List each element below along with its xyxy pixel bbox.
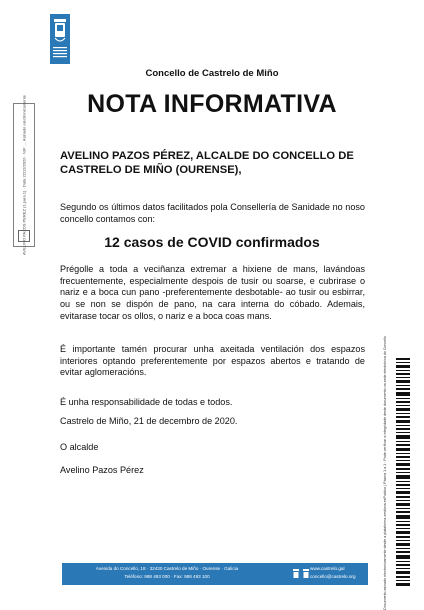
hygiene-paragraph: Prégolle a toda a veciñanza extremar a hixiene de mans, lavándoas frecuentemente, especialmente despois de tusir ou soarse, e cubrirase o nariz e a boca cun pano -preferentemente desbotable- ao tusir ou esbirrar, ou se non se dispón de pano, na cara interna do cóbado. Ademais, evitarase tocar os ollos, o nariz e a boca coas mans. <box>60 264 365 321</box>
footer-emblem-icon <box>292 569 300 579</box>
barcode-icon <box>396 358 410 586</box>
footer-phone: Teléfono: 988 493 000 · Fax: 988 493 100 <box>124 574 210 579</box>
verification-text: Documento asinado electronicamente desde a plataforma xestiona esPublico | Páxina 1 a 1 · Pode verificar a integridade deste documento na sede electrónica do Concello <box>382 336 387 610</box>
ventilation-paragraph: É importante tamén procurar unha axeitada ventilación dos espazos interiores optando preferentemente por espazos abertos e tratando de evitar aglomeracións. <box>60 344 365 378</box>
mayor-heading: AVELINO PAZOS PÉREZ, ALCALDE DO CONCELLO DE CASTRELO DE MIÑO (OURENSE), <box>60 150 354 176</box>
municipal-coat-of-arms-icon <box>50 14 70 64</box>
footer-bar <box>62 563 368 585</box>
footer-address: Avenida do Concello, 18 · 32430 Castrelo de Miño · Ourense · Galicia <box>95 566 239 571</box>
footer-contact <box>310 565 356 581</box>
signer-name: Avelino Pazos Pérez <box>60 465 144 475</box>
intro-paragraph: Segundo os últimos datos facilitados pola Consellería de Sanidade no noso concello contamos con: <box>60 202 365 224</box>
council-name: Concello de Castrelo de Miño <box>145 68 279 79</box>
responsibility-line: É unha responsabilidade de todas e todos. <box>60 397 233 407</box>
footer-emblem-icon-2 <box>302 569 310 579</box>
cases-count: 12 casos de COVID confirmados <box>104 234 320 250</box>
verification-note <box>377 336 393 610</box>
footer-email-link[interactable]: concello@castrelo.org <box>310 574 356 579</box>
place-date: Castrelo de Miño, 21 de decembro de 2020. <box>60 416 238 426</box>
footer-website-link[interactable]: www.castrelo.gal <box>310 566 345 571</box>
document-barcode <box>396 358 410 586</box>
signature-stamp-text: AVELINO PAZOS PEREZ (1 para 1) · Data 22/12/2020 · NIF: ... Asinado electronicamente <box>21 95 27 255</box>
document-title: NOTA INFORMATIVA <box>87 90 337 118</box>
electronic-signature-stamp <box>13 95 35 255</box>
coat-of-arms-logo <box>50 14 70 64</box>
signature-seal-icon <box>18 230 30 242</box>
footer-address-block <box>62 565 272 581</box>
signer-role: O alcalde <box>60 442 99 452</box>
